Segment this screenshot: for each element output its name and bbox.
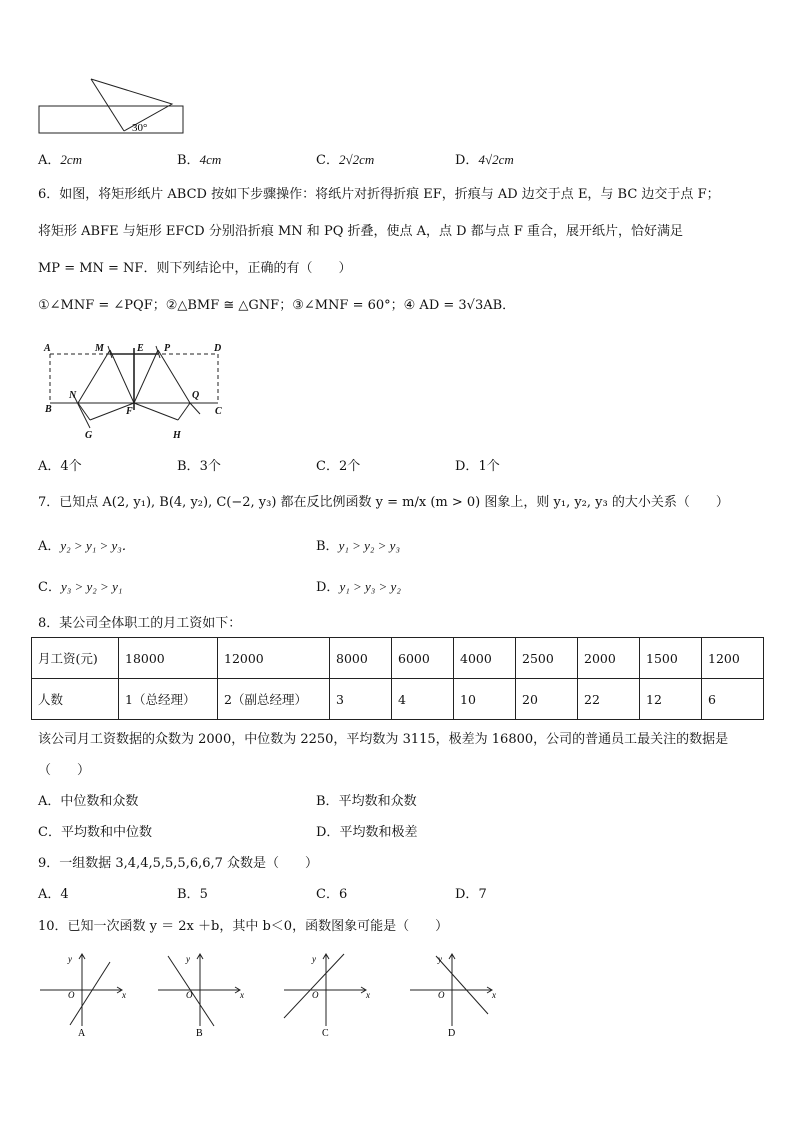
origin-label: O	[68, 990, 75, 1000]
origin-label: O	[312, 990, 319, 1000]
q6-label-a: A	[44, 343, 51, 354]
q9-stem: 9．一组数据 3,4,4,5,5,5,6,6,7 众数是（ ）	[38, 856, 319, 871]
y-axis-label: y	[312, 954, 316, 964]
q6-label-c: C	[215, 406, 222, 417]
q6-label-e: E	[137, 343, 144, 354]
q8-option-a[interactable]: A．中位数和众数	[38, 794, 139, 809]
table-cell: 2500	[516, 638, 578, 679]
table-cell: 2（副总经理）	[218, 679, 330, 720]
y-axis-label: y	[438, 954, 442, 964]
q7-option-a[interactable]: A．y₂ > y₁ > y₃．	[38, 538, 135, 554]
table-cell: 20	[516, 679, 578, 720]
graph-letter: B	[196, 1028, 203, 1038]
table-cell: 18000	[119, 638, 218, 679]
q5-option-a[interactable]: A．2cm	[38, 152, 83, 168]
q5-option-d[interactable]: D．4√2cm	[455, 152, 514, 168]
x-axis-label: x	[492, 990, 496, 1000]
table-row-count	[32, 679, 764, 720]
q10-stem: 10．已知一次函数 y ＝ 2x ＋b，其中 b＜0，函数图象可能是（ ）	[38, 919, 449, 934]
q6-figure	[40, 338, 240, 443]
q8-option-b[interactable]: B．平均数和众数	[316, 794, 417, 809]
q6-label-d: D	[214, 343, 222, 354]
q6-stem-line3: MP = MN = NF．则下列结论中，正确的有（ ）	[38, 261, 352, 276]
q6-stem-line2: 将矩形 ABFE 与矩形 EFCD 分别沿折痕 MN 和 PQ 折叠，使点 A，点 D 都与点 F 重合，展开纸片，恰好满足	[38, 224, 683, 239]
origin-label: O	[438, 990, 445, 1000]
graph-letter: D	[448, 1028, 456, 1038]
q6-label-m: M	[95, 343, 104, 354]
q6-label-b: B	[45, 404, 52, 415]
q5-angle-label: 30°	[132, 122, 148, 134]
q6-option-a[interactable]: A．4个	[38, 459, 82, 474]
table-cell: 10	[454, 679, 516, 720]
q6-option-c[interactable]: C．2个	[316, 459, 361, 474]
q8-option-d[interactable]: D．平均数和极差	[316, 825, 418, 840]
table-cell: 3	[330, 679, 392, 720]
q6-stem-line4: ①∠MNF = ∠PQF；②△BMF ≅ △GNF；③∠MNF = 60°；④ AD = 3√3AB．	[38, 298, 516, 313]
q10-graph-c[interactable]	[282, 950, 392, 1038]
y-axis-label: y	[68, 954, 72, 964]
table-cell: 1（总经理）	[119, 679, 218, 720]
x-axis-label: x	[366, 990, 370, 1000]
x-axis-label: x	[240, 990, 244, 1000]
table-cell: 6	[702, 679, 764, 720]
q6-label-h: H	[173, 430, 181, 441]
salary-table	[31, 637, 764, 720]
q10-graph-b[interactable]	[156, 950, 266, 1038]
q7-option-c[interactable]: C．y₃ > y₂ > y₁	[38, 579, 123, 595]
q7-option-b[interactable]: B．y₁ > y₂ > y₃	[316, 538, 400, 554]
q8-after-line1: 该公司月工资数据的众数为 2000，中位数为 2250，平均数为 3115，极差为 16800，公司的普通员工最关注的数据是	[38, 732, 729, 747]
table-cell: 人数	[32, 679, 119, 720]
q9-option-a[interactable]: A．4	[38, 887, 69, 902]
q9-option-d[interactable]: D．7	[455, 887, 487, 902]
origin-label: O	[186, 990, 193, 1000]
q6-label-g: G	[85, 430, 93, 441]
q5-option-b[interactable]: B．4cm	[177, 152, 222, 168]
q7-option-d[interactable]: D．y₁ > y₃ > y₂	[316, 579, 401, 595]
table-cell: 2000	[578, 638, 640, 679]
q10-graph-a[interactable]	[38, 950, 148, 1038]
q7-stem: 7．已知点 A(2, y₁), B(4, y₂), C(−2, y₃) 都在反比例函数 y = m/x (m > 0) 图象上，则 y₁, y₂, y₃ 的大小关系（ ）	[38, 495, 729, 510]
q8-stem: 8．某公司全体职工的月工资如下：	[38, 616, 242, 631]
q6-label-q: Q	[192, 390, 200, 401]
table-cell: 6000	[392, 638, 454, 679]
q5-figure	[36, 76, 186, 138]
table-cell: 12000	[218, 638, 330, 679]
table-cell: 22	[578, 679, 640, 720]
q6-label-f: F	[126, 406, 133, 417]
table-cell: 月工资(元)	[32, 638, 119, 679]
q6-option-b[interactable]: B．3个	[177, 459, 221, 474]
q9-option-b[interactable]: B．5	[177, 887, 208, 902]
y-axis-label: y	[186, 954, 190, 964]
q6-label-n: N	[69, 390, 77, 401]
table-cell: 1200	[702, 638, 764, 679]
q8-after-line2: （ ）	[38, 763, 91, 778]
table-cell: 1500	[640, 638, 702, 679]
graph-letter: C	[322, 1028, 329, 1038]
q8-option-c[interactable]: C．平均数和中位数	[38, 825, 152, 840]
q6-option-d[interactable]: D．1个	[455, 459, 500, 474]
table-cell: 12	[640, 679, 702, 720]
q9-option-c[interactable]: C．6	[316, 887, 348, 902]
table-row-salary	[32, 638, 764, 679]
q10-graph-d[interactable]	[408, 950, 518, 1038]
q6-stem-line1: 6．如图，将矩形纸片 ABCD 按如下步骤操作：将纸片对折得折痕 EF，折痕与 AD 边交于点 E，与 BC 边交于点 F；	[38, 187, 720, 202]
graph-letter: A	[78, 1028, 86, 1038]
table-cell: 4	[392, 679, 454, 720]
table-cell: 8000	[330, 638, 392, 679]
q5-option-c[interactable]: C．2√2cm	[316, 152, 375, 168]
q6-label-p: P	[164, 343, 171, 354]
x-axis-label: x	[122, 990, 126, 1000]
table-cell: 4000	[454, 638, 516, 679]
